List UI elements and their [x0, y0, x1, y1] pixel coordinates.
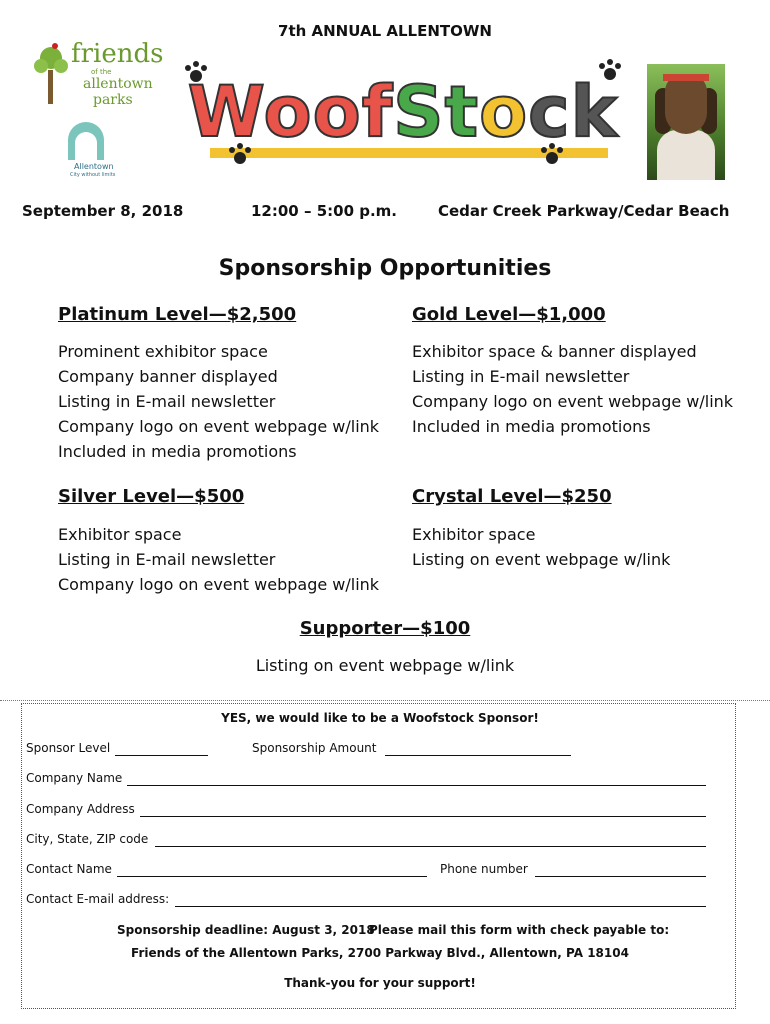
event-top-title: 7th ANNUAL ALLENTOWN — [278, 22, 492, 40]
friends-logo-of-the: of the — [91, 68, 112, 76]
company-address-field[interactable] — [140, 816, 706, 817]
benefit-item: Exhibitor space & banner displayed — [412, 342, 697, 361]
woofstock-banner — [180, 58, 626, 178]
dog-photo — [647, 64, 725, 180]
benefit-item: Listing in E-mail newsletter — [58, 392, 276, 411]
tree-icon — [33, 40, 69, 106]
woofstock-banner-art — [180, 58, 626, 178]
city-logo-name: Allentown — [74, 162, 114, 171]
sponsor-level-label: Sponsor Level — [26, 741, 111, 755]
phone-number-label: Phone number — [440, 862, 528, 876]
phone-number-field[interactable] — [535, 876, 706, 877]
sponsorship-deadline: Sponsorship deadline: August 3, 2018 — [117, 923, 375, 937]
company-address-label: Company Address — [26, 802, 135, 816]
friends-logo-parks: parks — [93, 92, 133, 108]
event-time: 12:00 – 5:00 p.m. — [251, 202, 397, 220]
benefit-item: Listing on event webpage w/link — [412, 550, 671, 569]
benefit-item: Company logo on event webpage w/link — [412, 392, 734, 411]
contact-email-label: Contact E-mail address: — [26, 892, 170, 906]
city-state-zip-field[interactable] — [155, 846, 706, 847]
gold-level-title: Gold Level—$1,000 — [412, 304, 606, 325]
woofstock-title: WoofStock — [187, 71, 619, 153]
benefit-item: Prominent exhibitor space — [58, 342, 268, 361]
benefit-item: Company logo on event webpage w/link — [58, 417, 380, 436]
thank-you-note: Thank-you for your support! — [284, 976, 476, 990]
benefit-item: Company banner displayed — [58, 367, 278, 386]
sponsorship-amount-label: Sponsorship Amount — [252, 741, 377, 755]
silver-level-title: Silver Level—$500 — [58, 486, 245, 507]
city-logo-tagline: City without limits — [70, 172, 116, 178]
platinum-level-title: Platinum Level—$2,500 — [58, 304, 297, 325]
mailing-address: Friends of the Allentown Parks, 2700 Parkway Blvd., Allentown, PA 18104 — [131, 946, 629, 960]
city-state-zip-label: City, State, ZIP code — [26, 832, 149, 846]
silver-level-benefits — [58, 522, 379, 597]
platinum-level-benefits — [58, 339, 379, 464]
benefit-item: Exhibitor space — [58, 525, 182, 544]
supporter-level-title: Supporter—$100 — [299, 618, 471, 639]
cut-line — [0, 700, 770, 701]
mail-instruction: Please mail this form with check payable to: — [369, 923, 670, 937]
company-name-field[interactable] — [127, 785, 706, 786]
supporter-level-benefit: Listing on event webpage w/link — [255, 656, 515, 675]
event-date: September 8, 2018 — [22, 202, 184, 220]
contact-email-field[interactable] — [175, 906, 706, 907]
form-heading: YES, we would like to be a Woofstock Sponsor! — [221, 711, 539, 725]
sponsorship-form — [21, 703, 736, 1009]
crystal-level-benefits — [412, 522, 670, 572]
crystal-level-title: Crystal Level—$250 — [412, 486, 612, 507]
sponsorship-amount-field[interactable] — [385, 755, 571, 756]
friends-of-allentown-parks-logo — [33, 34, 164, 110]
section-title: Sponsorship Opportunities — [218, 256, 552, 281]
sponsor-level-field[interactable] — [115, 755, 208, 756]
event-location: Cedar Creek Parkway/Cedar Beach — [438, 202, 730, 220]
benefit-item: Company logo on event webpage w/link — [58, 575, 380, 594]
benefit-item: Listing in E-mail newsletter — [58, 550, 276, 569]
friends-logo-allentown: allentown — [83, 76, 153, 92]
benefit-item: Included in media promotions — [412, 417, 651, 436]
contact-name-field[interactable] — [117, 876, 427, 877]
gold-level-benefits — [412, 339, 733, 439]
benefit-item: Listing in E-mail newsletter — [412, 367, 630, 386]
friends-logo-word: friends — [71, 39, 164, 69]
benefit-item: Exhibitor space — [412, 525, 536, 544]
contact-name-label: Contact Name — [26, 862, 112, 876]
company-name-label: Company Name — [26, 771, 123, 785]
benefit-item: Included in media promotions — [58, 442, 297, 461]
city-of-allentown-logo — [60, 122, 130, 182]
